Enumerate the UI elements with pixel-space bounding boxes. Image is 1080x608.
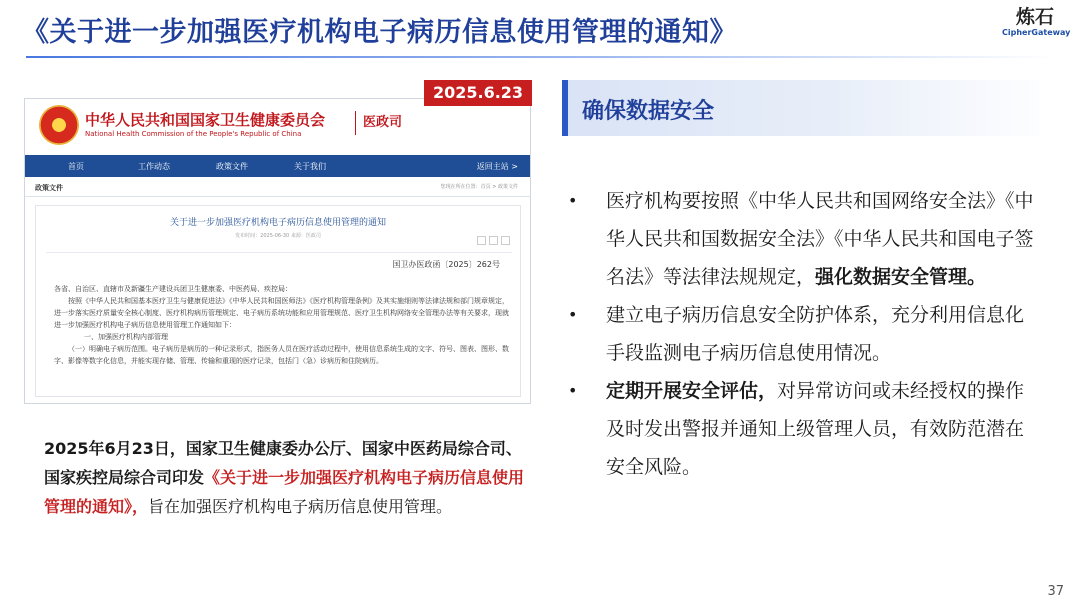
summary-tail: 旨在加强医疗机构电子病历信息使用管理。 — [148, 497, 453, 516]
slide-title: 《关于进一步加强医疗机构电子病历信息使用管理的通知》 — [22, 17, 737, 48]
section-header — [562, 80, 1040, 136]
summary-text — [44, 434, 534, 521]
doc-body-heading: 一、加强医疗机构内部管理 — [84, 333, 168, 341]
doc-site-header — [25, 99, 530, 155]
doc-meta: 发布时间：2025-06-30 来源：医政司 — [235, 233, 321, 239]
doc-share-icons — [474, 236, 510, 245]
doc-body-paragraph: （一）明确电子病历范围。电子病历是病历的一种记录形式，指医务人员在医疗活动过程中，使用信息系统生成的文字、符号、图表、图形、数字、影像等数字化信息，并能实现存储、管理、传输和重现的医疗记录，包括门（急）诊病历和住院病历。 — [54, 345, 509, 365]
doc-reference-number: 国卫办医政函〔2025〕262号 — [392, 260, 500, 269]
bullet-text: 医疗机构要按照《中华人民共和国网络安全法》《中华人民共和国数据安全法》《中华人民共和国电子签名法》等法律法规规定， — [606, 190, 1034, 288]
title-divider — [26, 56, 1056, 58]
doc-nav-policy: 政策文件 — [216, 161, 248, 171]
doc-dept-name: 医政司 — [363, 115, 403, 130]
brand-name-en: CipherGateway — [1002, 28, 1071, 37]
doc-crumb-section: 政策文件 — [35, 184, 63, 192]
doc-nav-back: 返回主站 > — [476, 162, 518, 171]
bullet-lead: 定期开展安全评估， — [606, 380, 778, 402]
doc-breadcrumb — [25, 177, 530, 197]
date-badge: 2025.6.23 — [424, 80, 532, 106]
doc-content-card — [35, 205, 521, 397]
bullet-emphasis: 强化数据安全管理。 — [815, 266, 987, 288]
doc-site-nav — [25, 155, 530, 177]
print-icon — [477, 236, 486, 245]
doc-body-paragraph: 按照《中华人民共和国基本医疗卫生与健康促进法》《中华人民共和国医师法》《医疗机构管理条例》及其实施细则等法律法规和部门规章规定，进一步落实医疗质量安全核心制度、医疗机构病历管理规定、电子病历系统功能和应用管理规范、医疗卫生机构网络安全管理办法等有关要求，现就进一步加强医疗机构电子病历信息使用管理工作通知如下： — [54, 297, 509, 329]
doc-card-divider — [46, 252, 512, 253]
doc-body — [54, 283, 512, 367]
bullet-text: 对异常访问或未经授权的操作及时发出警报并通知上级管理人员，有效防范潜在安全风险。 — [606, 380, 1025, 478]
brand-logo — [1002, 6, 1071, 38]
bullet-item — [568, 182, 1038, 296]
doc-title: 关于进一步加强医疗机构电子病历信息使用管理的通知 — [169, 218, 386, 228]
bullet-dot-icon: • — [568, 305, 578, 324]
font-size-icon — [501, 236, 510, 245]
doc-header-separator — [355, 111, 356, 135]
summary-lead: 2025年6月23日，国家卫生健康委办公厅、国家中医药局综合司、国家疾控局综合司印发 — [44, 439, 522, 487]
doc-body-paragraph: 各省、自治区、直辖市及新疆生产建设兵团卫生健康委、中医药局、疾控局： — [54, 285, 292, 293]
doc-nav-home: 首页 — [68, 161, 84, 171]
bullet-item — [568, 296, 1038, 372]
section-accent-bar — [562, 80, 568, 136]
doc-org-name-en: National Health Commission of the People's Republic of China — [85, 130, 302, 138]
doc-org-name-cn: 中华人民共和国国家卫生健康委员会 — [85, 111, 326, 129]
doc-nav-about: 关于我们 — [294, 161, 326, 171]
summary-doc-name: 《关于进一步加强医疗机构电子病历信息使用管理的通知》， — [44, 468, 525, 516]
bullet-dot-icon: • — [568, 191, 578, 210]
national-emblem-icon — [39, 105, 79, 145]
document-screenshot — [24, 98, 531, 404]
bullet-item — [568, 372, 1038, 486]
bullet-list — [568, 182, 1038, 486]
share-icon — [489, 236, 498, 245]
section-title: 确保数据安全 — [582, 99, 715, 124]
doc-nav-news: 工作动态 — [138, 161, 170, 171]
doc-crumb-path: 您现在所在位置：首页 > 政策文件 — [440, 184, 518, 190]
bullet-text: 建立电子病历信息安全防护体系，充分利用信息化手段监测电子病历信息使用情况。 — [606, 304, 1025, 364]
bullet-dot-icon: • — [568, 381, 578, 400]
brand-name-cn: 炼石 — [1015, 6, 1054, 28]
page-number: 37 — [1047, 584, 1064, 599]
